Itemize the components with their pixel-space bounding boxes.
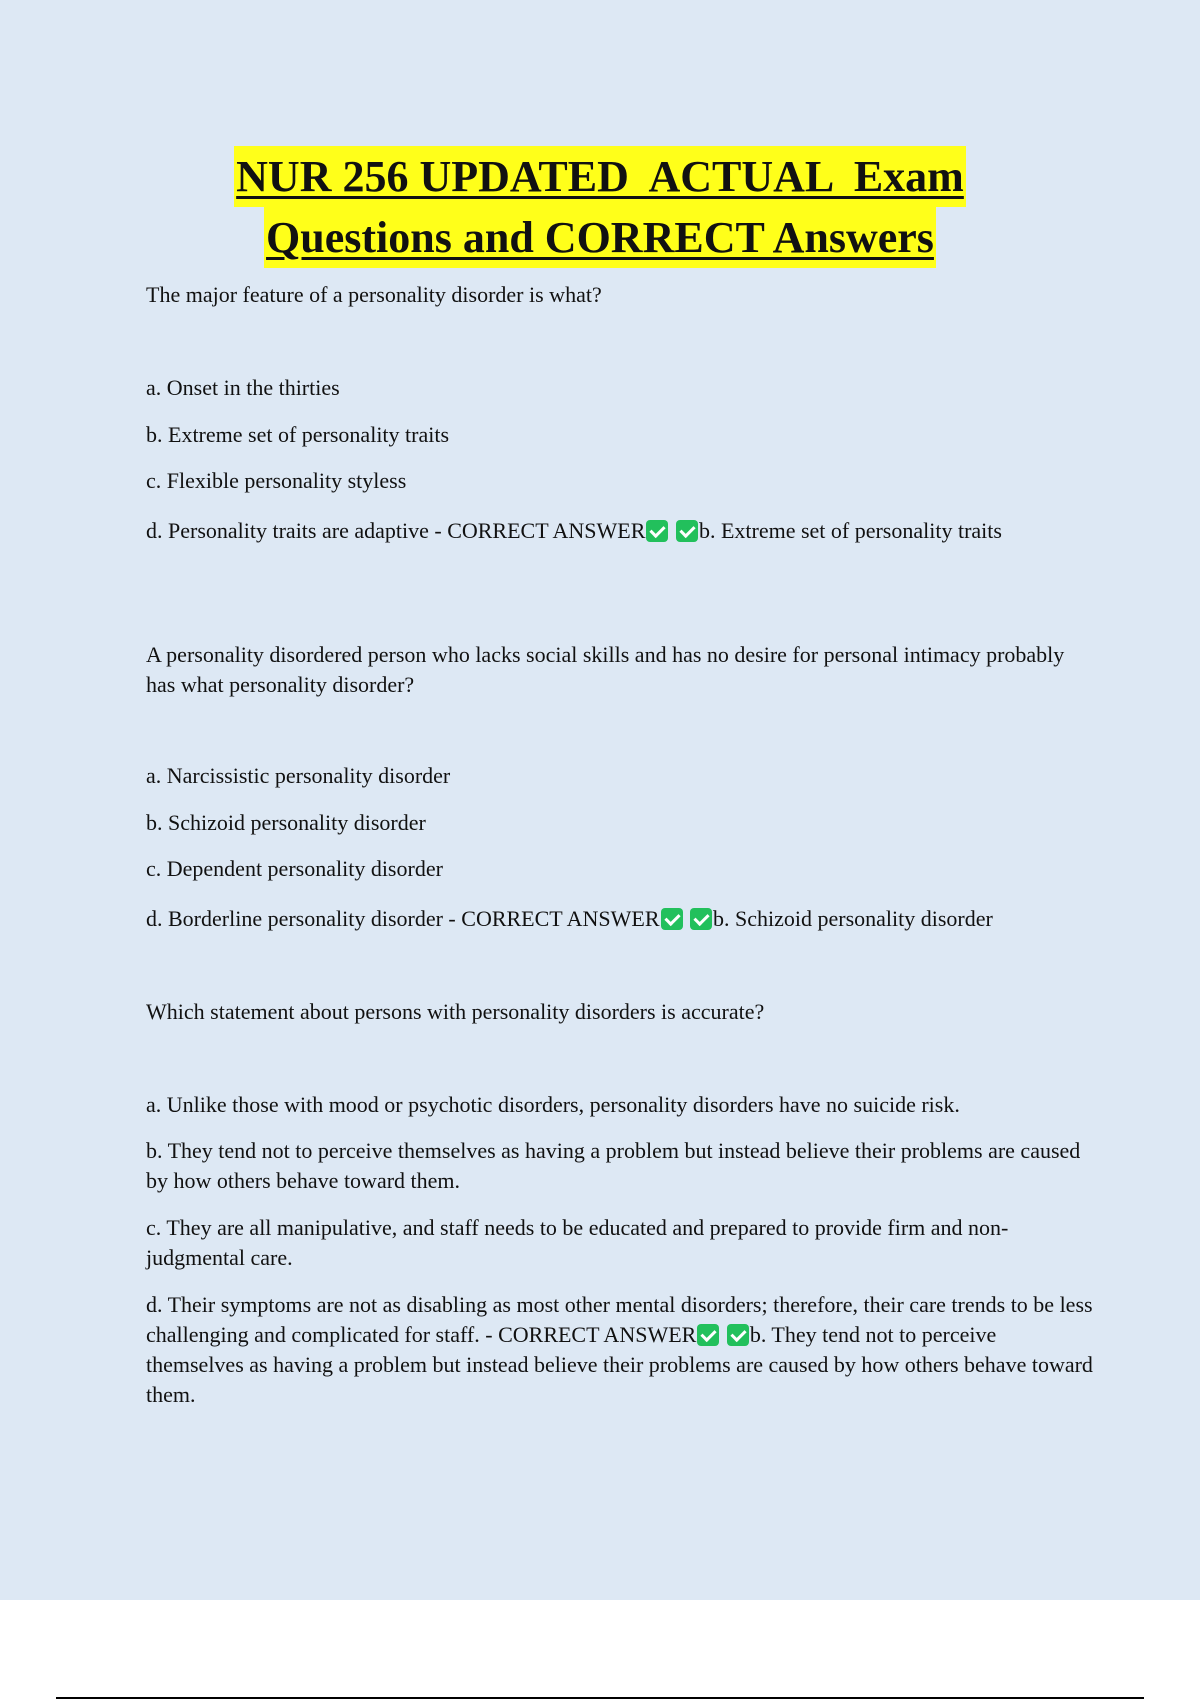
question-1-option-c: c. Flexible personality styless <box>146 468 407 493</box>
document-title <box>0 146 1200 268</box>
question-1-answer: b. Extreme set of personality traits <box>698 518 1002 543</box>
question-3-option-d: d. Their symptoms are not as disabling as most other mental disorders; therefore, their care trends to be less challenging and complicated for staff. - <box>146 1292 1093 1347</box>
green-check-icon <box>727 1324 749 1346</box>
green-check-icon <box>690 908 712 930</box>
green-check-icon <box>646 520 668 542</box>
footer-divider <box>56 1697 1144 1699</box>
title-line-2: Questions and CORRECT Answers <box>264 207 936 268</box>
question-2-option-a: a. Narcissistic personality disorder <box>146 763 451 788</box>
question-1-option-b: b. Extreme set of personality traits <box>146 422 450 447</box>
question-1-option-d: d. Personality traits are adaptive - <box>146 518 442 543</box>
question-3-option-d-with-answer <box>146 1290 1096 1410</box>
green-check-icon <box>661 908 683 930</box>
question-3-text: Which statement about persons with personality disorders is accurate? <box>146 999 765 1024</box>
title-line-1: NUR 256 UPDATED ACTUAL Exam <box>234 146 966 207</box>
green-check-icon <box>697 1324 719 1346</box>
question-1-text: The major feature of a personality disorder is what? <box>146 282 602 307</box>
question-2-option-d: d. Borderline personality disorder - <box>146 906 456 931</box>
correct-answer-label: CORRECT ANSWER <box>498 1322 697 1347</box>
question-2-text: A personality disordered person who lacks social skills and has no desire for personal intimacy probably has what personality disorder? <box>146 642 1065 697</box>
question-2-option-c: c. Dependent personality disorder <box>146 856 443 881</box>
correct-answer-label: CORRECT ANSWER <box>447 518 646 543</box>
question-3-option-c: c. They are all manipulative, and staff needs to be educated and prepared to provide firm and non-judgmental care. <box>146 1215 1009 1270</box>
question-1-option-a: a. Onset in the thirties <box>146 375 340 400</box>
question-3-option-b: b. They tend not to perceive themselves as having a problem but instead believe their problems are caused by how others behave toward them. <box>146 1138 1081 1193</box>
question-3-answer: b. They tend not to perceive themselves as having a problem but instead believe their problems are caused by how others behave toward them. <box>146 1322 1093 1407</box>
question-1-option-d-with-answer <box>146 516 1096 546</box>
question-2-option-d-with-answer <box>146 904 1096 934</box>
question-2-option-b: b. Schizoid personality disorder <box>146 810 426 835</box>
green-check-icon <box>676 520 698 542</box>
question-2-answer: b. Schizoid personality disorder <box>713 906 993 931</box>
question-3-option-a: a. Unlike those with mood or psychotic disorders, personality disorders have no suicide risk. <box>146 1092 960 1117</box>
correct-answer-label: CORRECT ANSWER <box>461 906 660 931</box>
